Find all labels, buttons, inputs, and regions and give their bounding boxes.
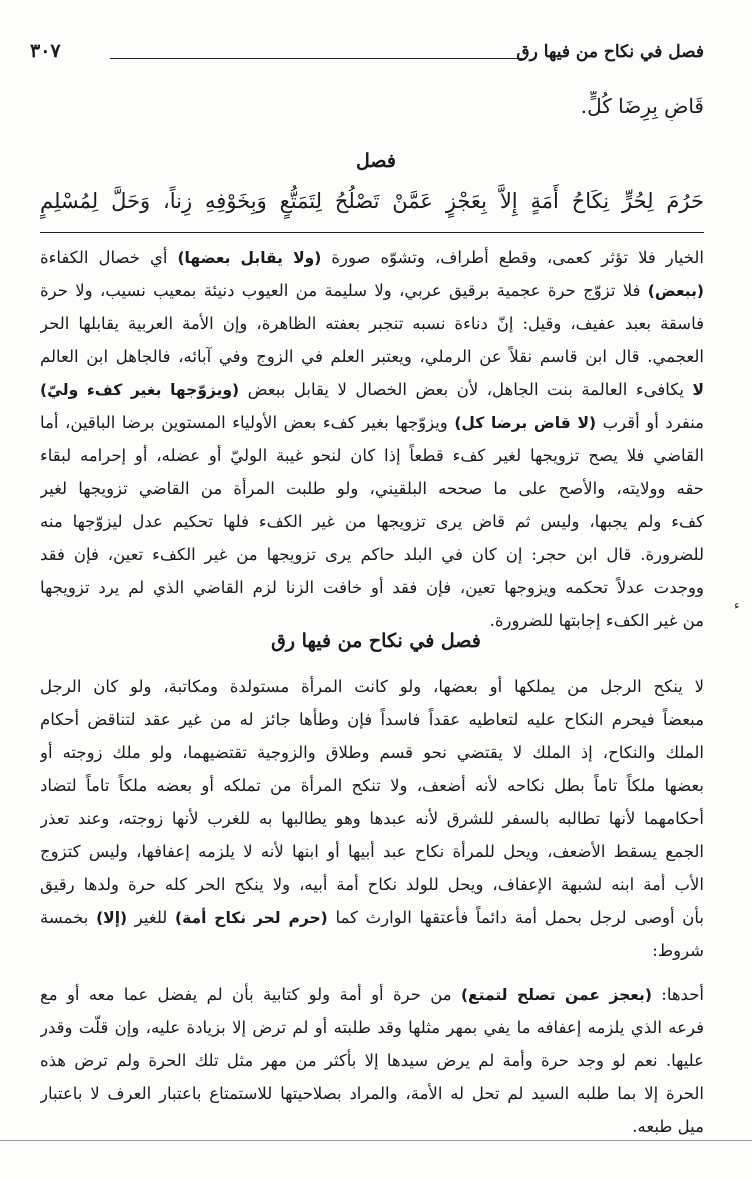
section2-line-5: أحكامهما لأنها تطالبه بالسفر للشرق لأنه عبدها وهو يطالبها به للغرب لأنها زوجته، وعند تعذر [40,809,704,828]
section2-line-4: بعضها ملكاً تاماً بطل نكاحه لأنه أضعف، ولا تنكح المرأة من تملكه أو بعضه ملكاً تاماً لتضاد [40,776,704,795]
running-header [30,40,704,70]
section2-line-14: ميل طبعه. [632,1117,704,1136]
commentary-line-1: الخيار فلا تؤثر كعمى، وقطع أطراف، وتشوّه صورة (ولا يقابل بعضها) أي خصال الكفاءة [40,248,704,267]
section2-line-12: عليها. نعم لو وجد حرة وأمة لم يرض سيدها إلا بأكثر من مهر مثل تلك الحرة ولم ترض هذه [40,1051,704,1070]
page-bottom-rule [0,1140,752,1141]
commentary-line-7: القاضي فلا يصح تزويجها لغير كفء قطعاً إذا كان لنحو غيبة الوليّ أو عضله، أو إحرامه لبقاء [40,446,704,465]
section-heading-2: فصل في نكاح من فيها رق [271,630,481,652]
section2-line-8: بأن أوصى لرجل بحمل أمة دائماً فأعتقها الوارث كما (حرم لحر نكاح أمة) للغير (إلا) بخمسة [40,908,704,927]
commentary-line-10: للضرورة. قال ابن حجر: إن كان في البلد حاكم يرى تزويجها من غير الكفء تعين، فإن فقد [40,545,704,564]
section2-line-3: الملك والنكاح، إذ الملك لا يقتضي نحو قسم وطلاق والزوجية تقتضيهما، ولو ملك زوجته أو [40,743,704,762]
margin-mark: ء [734,598,740,612]
header-rule [110,58,524,59]
commentary-line-8: حقه وولايته، والأصح على ما صححه البلقيني، ولو طلبت المرأة من القاضي تزويجها لغير [40,479,704,498]
commentary-line-9: كفء ولم يجبها، وليس ثم قاض يرى تزويجها من غير الكفء فلها تحكيم عدل ليزوّجها منه [40,512,704,531]
commentary-line-11: ووجدت عدلاً تحكمه ويزوجها تعين، فإن فقد أو خافت الزنا لزم القاضي الذي لم يرد تزويجها [40,578,704,597]
section2-line-2: مبعضاً فيحرم النكاح عليه لتعاطيه عقداً فاسداً فإن وطأها جائز له من غير عقد لتناقض أحكام [40,710,704,729]
matn-continuation: قَاضٍ بِرِضَا كُلٍّ. [580,94,704,118]
section2-line-1: لا ينكح الرجل من يملكها أو بعضها، ولو كانت المرأة مستولدة ومكاتبة، ولو كان الرجل [40,677,704,696]
commentary-line-2: (ببعض) فلا تزوّج حرة عجمية برقيق عربي، ولا سليمة من العيوب دنيئة بمعيب نسيب، ولا حرة [40,281,704,300]
section2-line-7: الأب أمة ابنه لشبهة الإعفاف، ويحل للولد نكاح أمة أبيه، ولا ينكح الحر كله حرة ولدها رقيق [40,875,704,894]
section2-line-6: الجمع يسقط الأضعف، ويحل للمرأة نكاح عبد أبيها أو ابنها لأنه لا يلزمه إعفافها، وليس كتزوج [40,842,704,861]
commentary-line-5: لا يكافىء العالمة بنت الجاهل، لأن بعض الخصال لا يقابل ببعض (ويزوّجها بغير كفء وليّ) [40,380,704,399]
commentary-line-3: فاسقة بعبد عفيف، وقيل: إنّ دناءة نسبه تنجبر بعفته الظاهرة، وإن الأمة العربية يقابلها الحر [40,314,704,333]
section2-line-10: أحدها: (بعجز عمن تصلح لتمتع) من حرة أو أمة ولو كتابية بأن لم يفضل عما معه أو مع [40,985,704,1004]
page-number: ٣٠٧ [30,40,61,62]
commentary-line-6: منفرد أو أقرب (لا قاض برضا كل) ويزوّجها بغير كفء بعض الأولياء المستوين برضا الباقين، أما [40,413,704,432]
matn-divider [40,232,704,233]
section2-line-9: شروط: [652,941,704,960]
commentary-line-12: من غير الكفء إجابتها للضرورة. [489,611,704,630]
header-title: فصل في نكاح من فيها رق [516,42,704,62]
section-heading-1: فصل [356,150,396,172]
commentary-line-4: العجمي. قال ابن قاسم نقلاً عن الرملي، ويعتبر العلم في الزوج وفي آبائه، فالجاهل ابن العالم [40,347,704,366]
section2-line-13: الحرة إلا بما طلبه السيد لم تحل له الأمة، والمراد بصلاحيتها للاستمتاع باعتبار العرف لا باعتبار [40,1084,704,1103]
section2-line-11: فرعه الذي يلزمه إعفافه ما يفي بمهر مثلها وقد طلبته أو لم ترض إلا بزيادة عليه، وإن قلّت وقدر [40,1018,704,1037]
matn-text-1: حَرُمَ لِحُرٍّ نِكَاحُ أَمَةٍ إِلاَّ بِعَجْزٍ عَمَّنْ تَصْلُحُ لِتَمَتُّعٍ وَبِخَوْفِهِ زِناً، وَحَلَّ لِمُسْلِمٍ [40,189,704,213]
